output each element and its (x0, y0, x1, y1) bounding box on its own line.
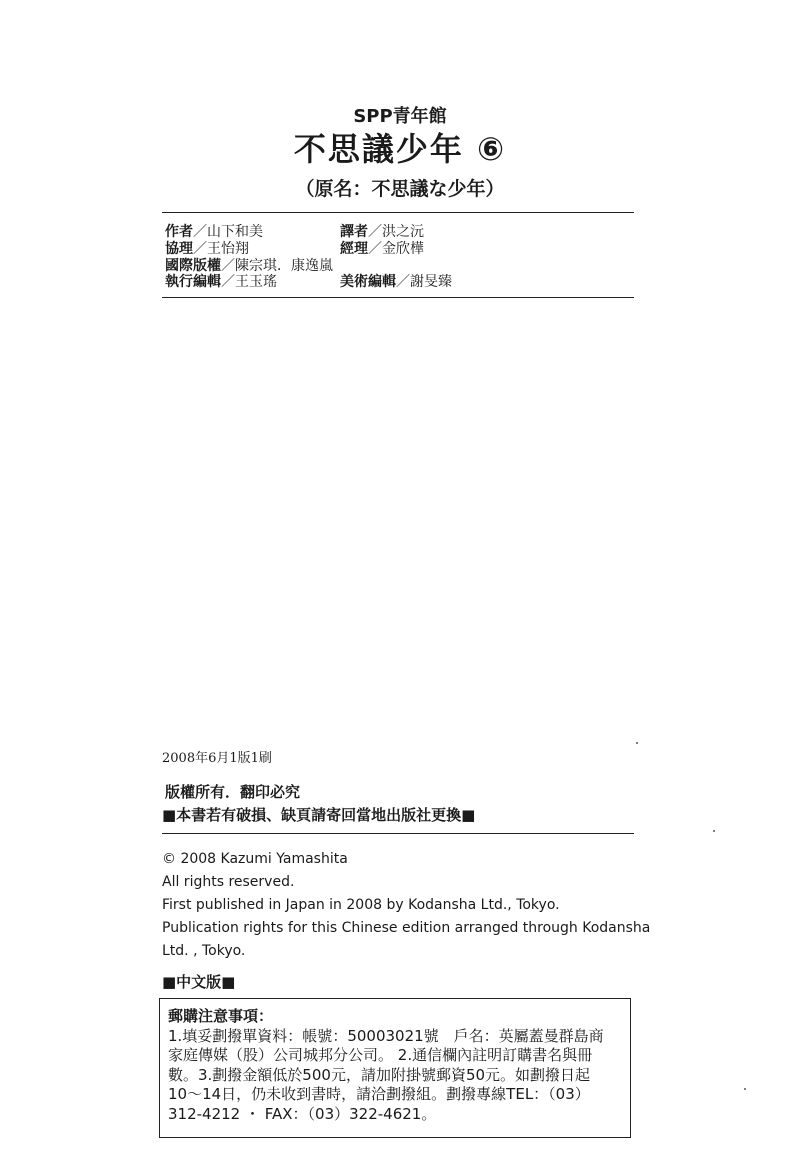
copyright-line: Publication rights for this Chinese edition arranged through Kodansha (162, 920, 651, 936)
mail-order-line: 312-4212 ・ FAX：（03）322-4621。 (168, 1104, 437, 1123)
credit-name: ／山下和美 (193, 224, 263, 240)
scan-speck (713, 830, 715, 832)
edition-date: 2008年6月1版1刷 (162, 751, 272, 766)
mail-order-box (159, 998, 631, 1138)
credit-name: ／王玉瑤 (221, 274, 277, 290)
top-divider (162, 212, 634, 213)
copyright-line: First published in Japan in 2008 by Kodansha Ltd., Tokyo. (162, 897, 560, 913)
credit-role: 譯者 (340, 224, 368, 240)
credit-assistant (165, 241, 249, 258)
credit-exec-editor (165, 274, 277, 291)
credit-author (165, 224, 263, 241)
mail-order-line: 1.填妥劃撥單資料：帳號：50003021號 戶名：英屬蓋曼群島商 (168, 1026, 604, 1045)
mail-order-line: 數。3.劃撥金額低於500元，請加附掛號郵資50元。如劃撥日起 (168, 1065, 591, 1084)
credit-translator (340, 224, 424, 241)
credit-rights (165, 258, 333, 275)
book-title: 不思議少年 ⑥ (293, 130, 507, 168)
chinese-edition-label: ■中文版■ (162, 973, 236, 991)
scan-speck (744, 1088, 746, 1090)
copyright-line: Ltd. , Tokyo. (162, 943, 246, 959)
credit-name: ／王怡翔 (193, 241, 249, 257)
copyright-block (162, 848, 662, 963)
credit-role: 國際版權 (165, 258, 221, 274)
mail-order-line: 家庭傳媒（股）公司城邦分公司。 2.通信欄內註明訂購書名與冊 (168, 1046, 593, 1064)
credit-name: ／洪之沅 (368, 224, 424, 240)
credit-name: ／金欣樺 (368, 241, 424, 257)
credit-role: 經理 (340, 241, 368, 257)
credit-name: ／陳宗琪．康逸嵐 (221, 258, 333, 274)
credit-role: 美術編輯 (340, 274, 396, 290)
credit-name: ／謝旻臻 (396, 274, 452, 290)
rights-reserved-notice: 版權所有．翻印必究 (165, 783, 301, 801)
credit-role: 作者 (165, 224, 193, 240)
credit-role: 協理 (165, 241, 193, 257)
credit-manager (340, 241, 424, 258)
copyright-line: All rights reserved. (162, 874, 295, 890)
original-title: （原名：不思議な少年） (295, 178, 505, 200)
scan-speck (636, 742, 638, 744)
series-name: SPP青年館 (353, 106, 447, 127)
mail-order-heading: 郵購注意事項： (168, 1007, 274, 1025)
copyright-line: © 2008 Kazumi Yamashita (162, 851, 348, 867)
credit-role: 執行編輯 (165, 274, 221, 290)
bottom-divider (162, 297, 634, 298)
damage-return-notice: ■本書若有破損、缺頁請寄回當地出版社更換■ (162, 806, 476, 824)
copyright-divider (162, 833, 634, 834)
credit-art-editor (340, 274, 452, 291)
mail-order-line: 10～14日，仍未收到書時，請洽劃撥組。劃撥專線TEL：（03） (168, 1085, 590, 1103)
